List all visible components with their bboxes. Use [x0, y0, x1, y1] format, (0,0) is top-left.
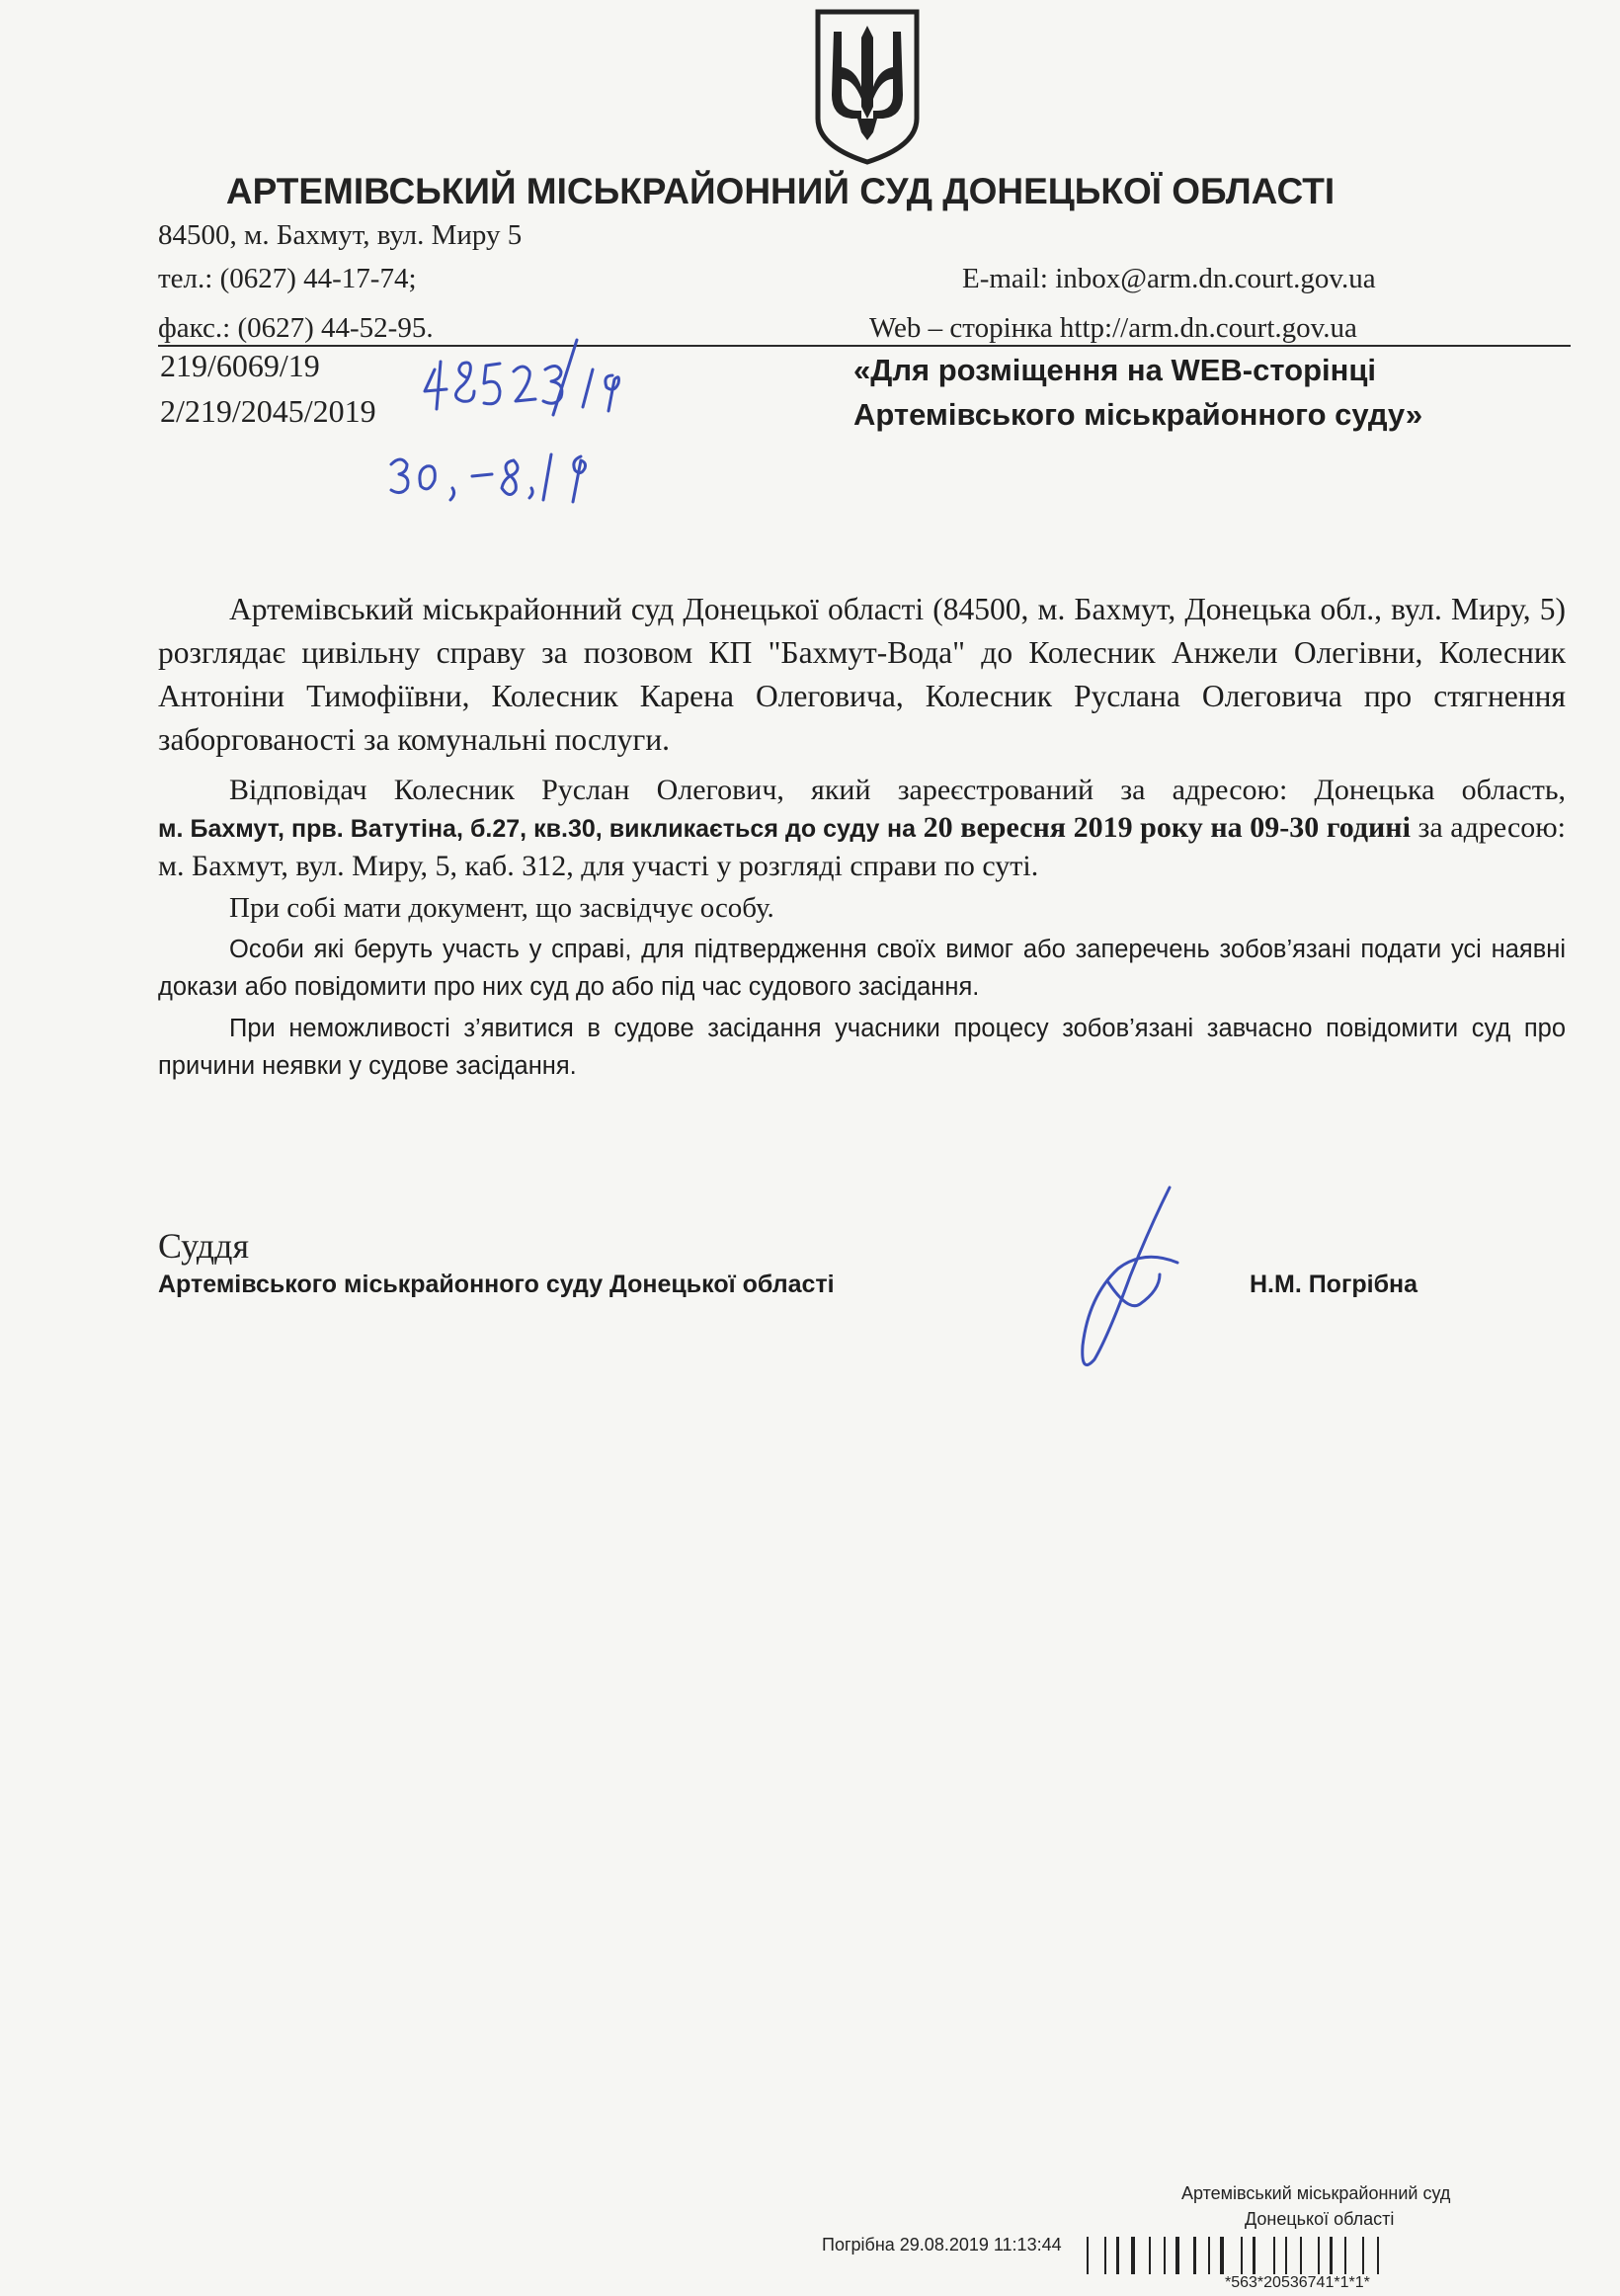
- hearing-date-time: 20 вересня 2019 року на 09-30 годині: [923, 811, 1411, 844]
- court-address: 84500, м. Бахмут, вул. Миру 5: [158, 219, 523, 251]
- judge-court: Артемівського міськрайонного суду Донецької області: [158, 1271, 835, 1298]
- coat-of-arms-icon: [812, 8, 923, 166]
- summons-preposition: на: [887, 815, 917, 843]
- stamp-timestamp: Погрібна 29.08.2019 11:13:44: [822, 2235, 1062, 2255]
- addressee-line-1: «Для розміщення на WEB-сторінці: [853, 353, 1377, 387]
- court-email: E-mail: inbox@arm.dn.court.gov.ua: [962, 263, 1376, 294]
- judge-title: Суддя: [158, 1226, 250, 1266]
- barcode-text: *563*20536741*1*1*: [1225, 2274, 1370, 2291]
- defendant-address: м. Бахмут, прв. Ватутіна, б.27, кв.30, викликається до суду: [158, 815, 880, 843]
- paragraph-identity-document: При собі мати документ, що засвідчує особу.: [229, 892, 774, 924]
- judge-name: Н.М. Погрібна: [1250, 1271, 1418, 1298]
- judge-signature-icon: [1047, 1176, 1205, 1373]
- stamp-court-line-1: Артемівський міськрайонний суд: [1181, 2183, 1451, 2203]
- handwritten-registration-number: [415, 292, 672, 421]
- case-number-2: 2/219/2045/2019: [160, 393, 376, 429]
- summons-body: [158, 588, 1566, 1085]
- addressee-line-2: Артемівського міськрайонного суду»: [853, 397, 1423, 432]
- header-divider: [158, 345, 1571, 347]
- paragraph-defendant-summons: [158, 809, 1566, 885]
- stamp-court-line-2: Донецької області: [1245, 2209, 1395, 2229]
- court-title: АРТЕМІВСЬКИЙ МІСЬКРАЙОННИЙ СУД ДОНЕЦЬКОЇ ОБЛАСТІ: [225, 171, 1336, 211]
- hearing-location: за адресою: м. Бахмут, вул. Миру, 5, каб. 312, для участі у розгляді справи по суті.: [158, 811, 1567, 882]
- court-phone: тел.: (0627) 44-17-74;: [158, 263, 417, 294]
- case-number-1: 219/6069/19: [160, 348, 320, 383]
- barcode-icon: [1087, 2237, 1571, 2274]
- court-fax: факс.: (0627) 44-52-95.: [158, 312, 434, 344]
- paragraph-evidence-obligation: Особи які беруть участь у справі, для підтвердження своїх вимог або заперечень зобов’язані подати усі наявні докази або повідомити про них суд до або під час судового засідання.: [158, 936, 1566, 1001]
- handwritten-date: [383, 443, 620, 512]
- paragraph-defendant-line-1: Відповідач Колесник Руслан Олегович, який зареєстрований за адресою: Донецька область,: [229, 774, 1566, 806]
- paragraph-absence-notice: При неможливості з’явитися в судове засідання учасники процесу зобов’язані завчасно повідомити суд про причини неявки у судове засідання.: [158, 1015, 1566, 1080]
- court-website: Web – сторінка http://arm.dn.court.gov.ua: [869, 312, 1357, 344]
- paragraph-case-description: Артемівський міськрайонний суд Донецької області (84500, м. Бахмут, Донецька обл., вул. Миру, 5) розглядає цивільну справу за позовом КП "Бахмут-Вода" до Колесник Анжели Олегівни, Колесник Антоніни Тимофіївни, Колесник Карена Олеговича, Колесник Руслана Олеговича про стягнення заборгованості за комунальні послуги.: [158, 592, 1566, 757]
